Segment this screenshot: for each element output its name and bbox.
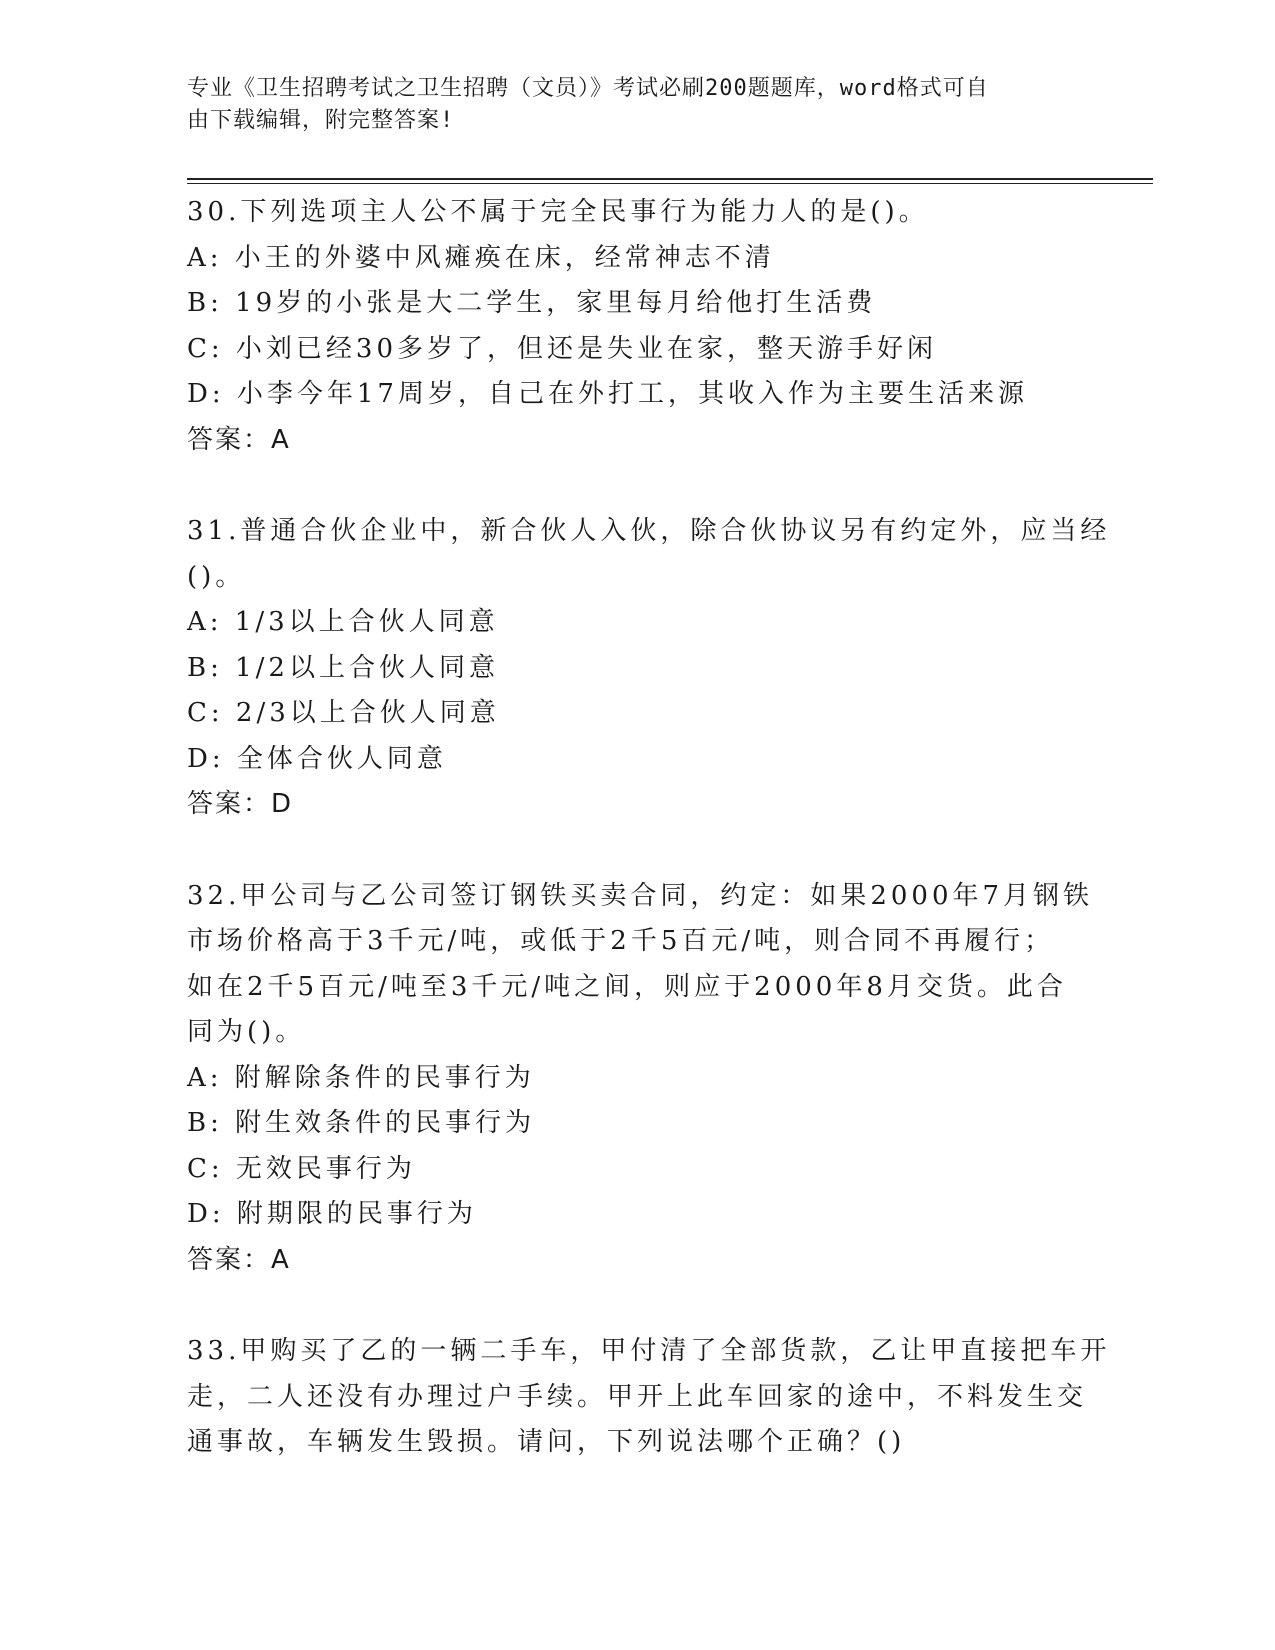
option-b: B: 1/2以上合伙人同意 <box>187 652 499 683</box>
option-c: C: 无效民事行为 <box>187 1153 416 1184</box>
question-33 <box>187 1329 1111 1466</box>
header-divider-thin <box>187 183 1153 184</box>
question-32 <box>187 874 1094 1284</box>
question-stem: ()。 <box>187 561 246 592</box>
option-c: C: 小刘已经30多岁了，但还是失业在家，整天游手好闲 <box>187 333 938 364</box>
question-stem: 通事故，车辆发生毁损。请问，下列说法哪个正确？() <box>187 1427 906 1457</box>
question-31 <box>187 509 1111 828</box>
option-d: D: 附期限的民事行为 <box>187 1199 477 1229</box>
question-stem: 走，二人还没有办理过户手续。甲开上此车回家的途中，不料发生交 <box>187 1381 1088 1412</box>
option-a: A: 1/3以上合伙人同意 <box>187 607 499 637</box>
option-c: C: 2/3以上合伙人同意 <box>187 698 500 728</box>
question-stem: 如在2千5百元/吨至3千元/吨之间，则应于2000年8月交货。此合 <box>187 971 1067 1002</box>
option-b: B: 19岁的小张是大二学生，家里每月给他打生活费 <box>187 288 877 318</box>
option-a: A: 小王的外婆中风瘫痪在床，经常神志不清 <box>187 242 775 273</box>
option-d: D: 小李今年17周岁，自己在外打工，其收入作为主要生活来源 <box>187 379 1028 409</box>
header-line-2: 由下载编辑，附完整答案! <box>187 108 455 133</box>
header-divider-thick <box>187 178 1153 180</box>
document-header <box>187 73 1067 137</box>
option-b: B: 附生效条件的民事行为 <box>187 1108 536 1138</box>
header-line-1: 专业《卫生招聘考试之卫生招聘（文员）》考试必刷200题题库，word格式可自 <box>187 76 989 101</box>
answer-label: 答案：A <box>187 1244 291 1275</box>
question-stem: 市场价格高于3千元/吨，或低于2千5百元/吨，则合同不再履行； <box>187 926 1055 956</box>
question-stem: 同为()。 <box>187 1017 306 1047</box>
question-stem: 33.甲购买了乙的一辆二手车，甲付清了全部货款，乙让甲直接把车开 <box>187 1336 1111 1366</box>
option-d: D: 全体合伙人同意 <box>187 743 447 774</box>
option-a: A: 附解除条件的民事行为 <box>187 1062 535 1093</box>
answer-label: 答案：D <box>187 789 294 819</box>
question-30 <box>187 190 1087 463</box>
question-stem: 31.普通合伙企业中，新合伙人入伙，除合伙协议另有约定外，应当经 <box>187 516 1111 546</box>
question-stem: 32.甲公司与乙公司签订钢铁买卖合同，约定：如果2000年7月钢铁 <box>187 880 1094 911</box>
answer-label: 答案：A <box>187 424 291 455</box>
question-list <box>187 190 1111 1512</box>
question-stem: 30.下列选项主人公不属于完全民事行为能力人的是()。 <box>187 197 929 227</box>
